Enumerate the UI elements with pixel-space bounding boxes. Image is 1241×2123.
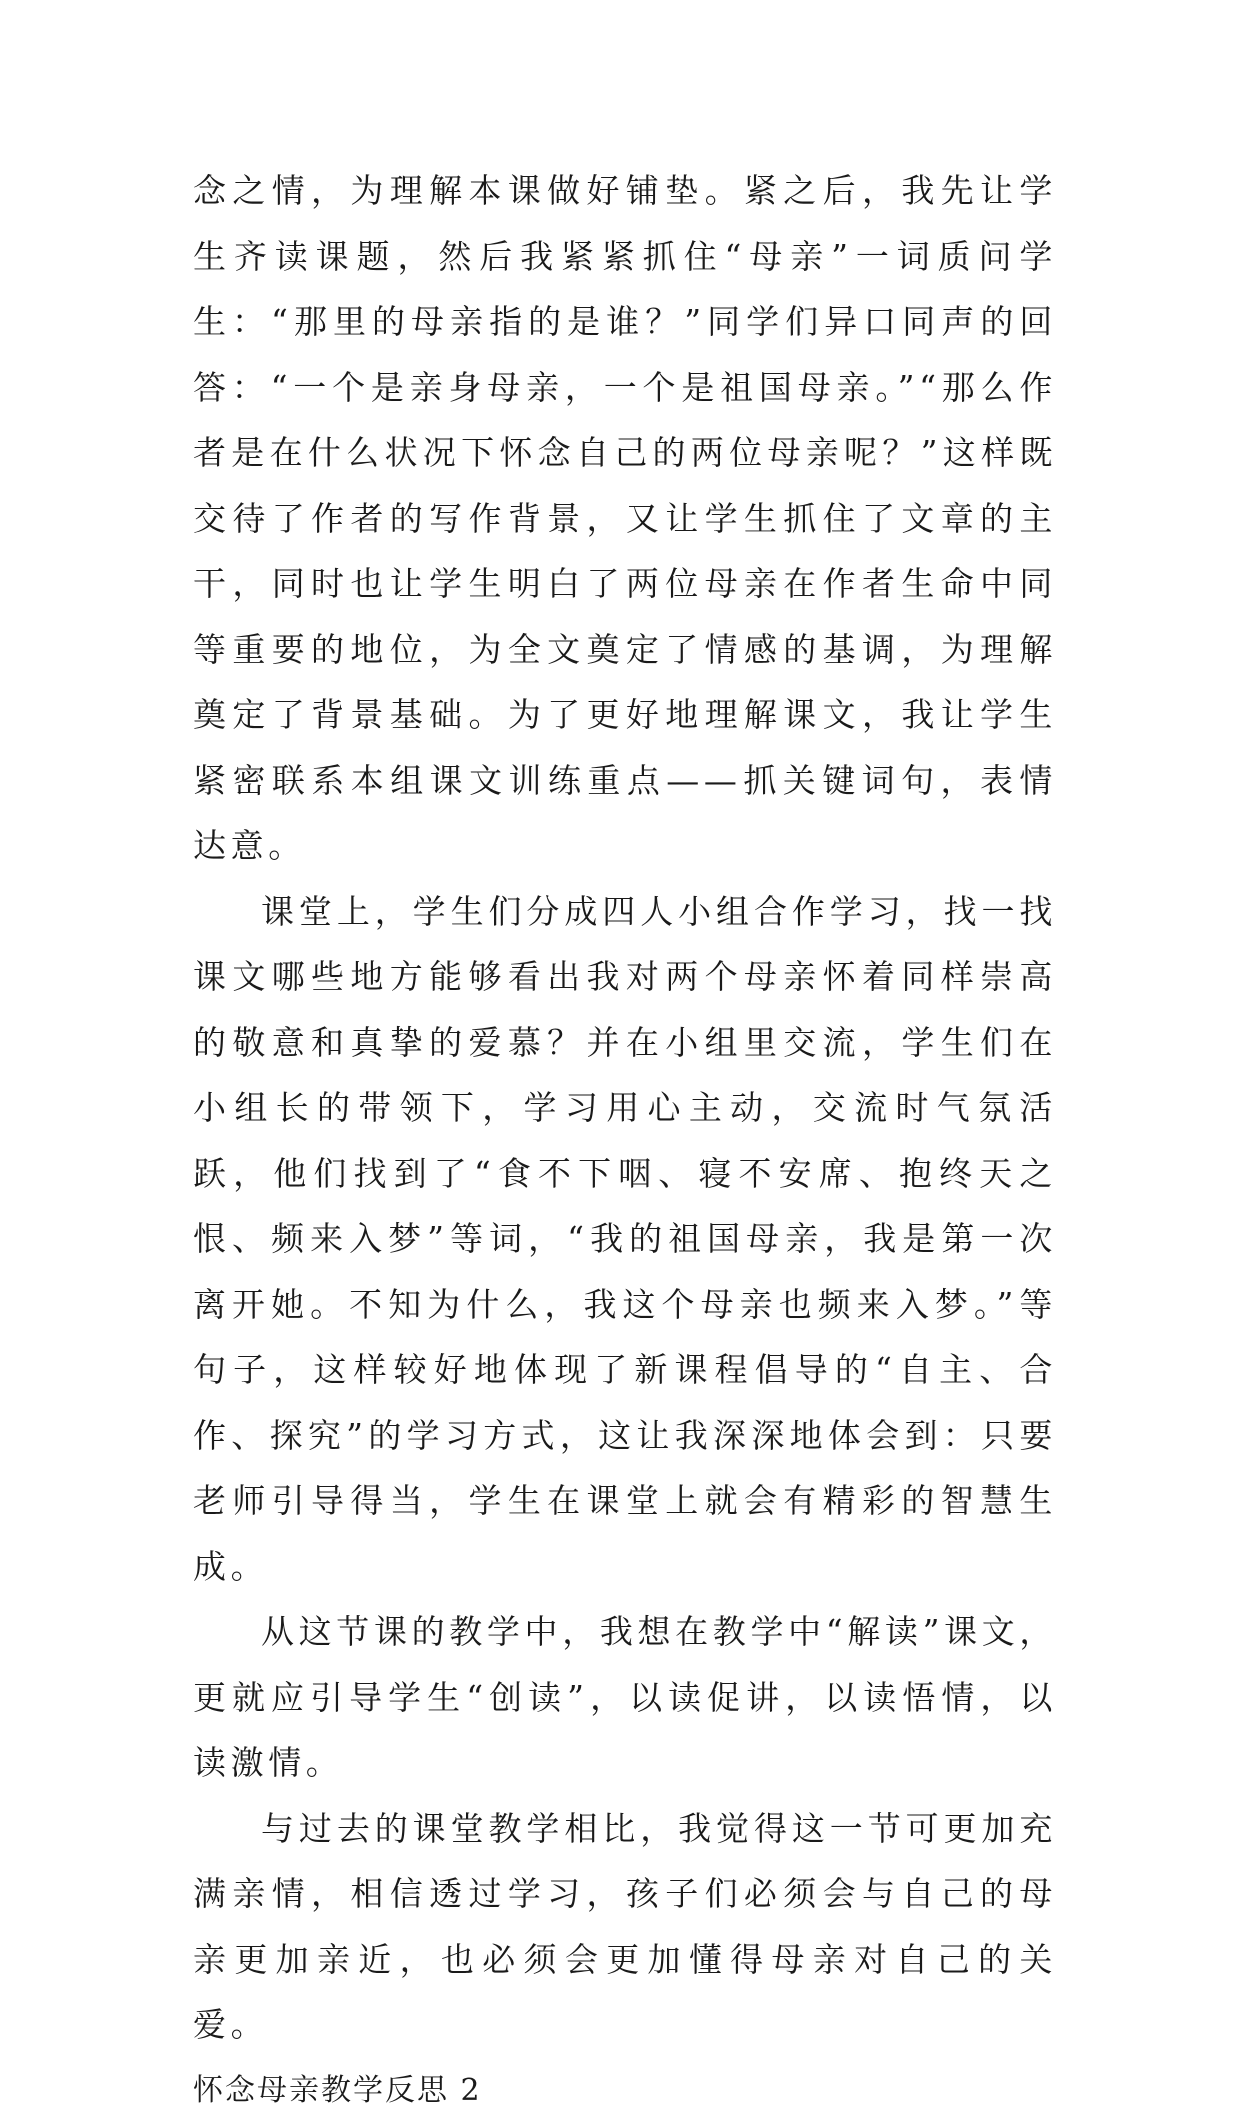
paragraph-reading-guidance: 从这节课的教学中，我想在教学中“解读”课文，更就应引导学生“创读”，以读促讲，以读悟情，以读激情。 xyxy=(193,1599,1057,1796)
document-page xyxy=(193,158,1057,2123)
paragraph-classroom-group-work: 课堂上，学生们分成四人小组合作学习，找一找课文哪些地方能够看出我对两个母亲怀着同样崇高的敬意和真挚的爱慕？并在小组里交流，学生们在小组长的带领下，学习用心主动，交流时气氛活跃，他们找到了“食不下咽、寝不安席、抱终天之恨、频来入梦”等词，“我的祖国母亲，我是第一次离开她。不知为什么，我这个母亲也频来入梦。”等句子，这样较好地体现了新课程倡导的“自主、合作、探究”的学习方式，这让我深深地体会到：只要老师引导得当，学生在课堂上就会有精彩的智慧生成。 xyxy=(193,879,1057,1600)
paragraph-continuation: 念之情，为理解本课做好铺垫。紧之后，我先让学生齐读课题，然后我紧紧抓住“母亲”一词质问学生：“那里的母亲指的是谁？”同学们异口同声的回答：“一个是亲身母亲，一个是祖国母亲。”“那么作者是在什么状况下怀念自己的两位母亲呢？”这样既交待了作者的写作背景，又让学生抓住了文章的主干，同时也让学生明白了两位母亲在作者生命中同等重要的地位，为全文奠定了情感的基调，为理解奠定了背景基础。为了更好地理解课文，我让学生紧密联系本组课文训练重点——抓关键词句，表情达意。 xyxy=(193,158,1057,879)
section-heading: 怀念母亲教学反思 2 xyxy=(193,2058,1057,2123)
paragraph-comparison: 与过去的课堂教学相比，我觉得这一节可更加充满亲情，相信透过学习，孩子们必须会与自己的母亲更加亲近，也必须会更加懂得母亲对自己的关爱。 xyxy=(193,1796,1057,2058)
